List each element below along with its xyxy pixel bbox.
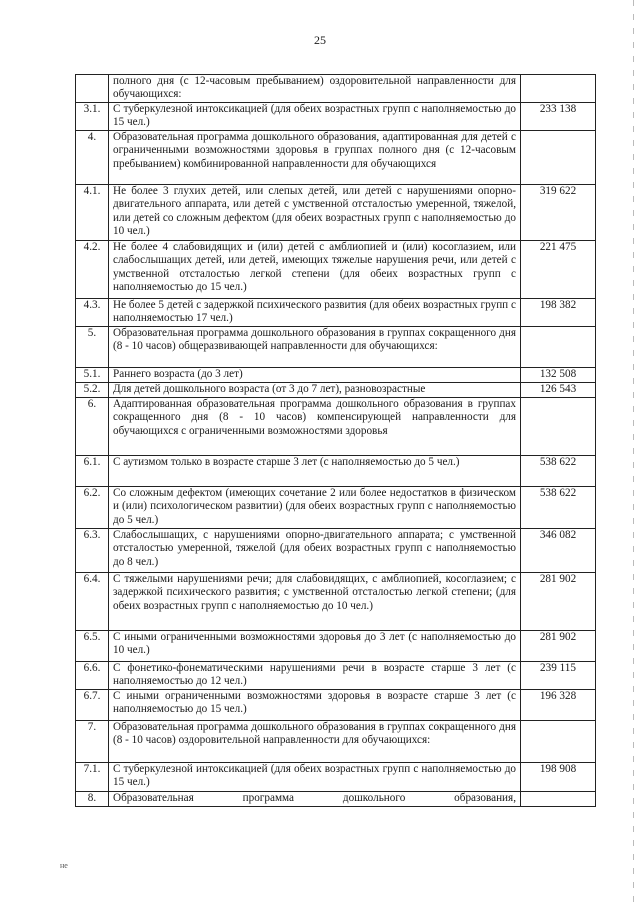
row-description: Образовательная программа дошкольного образования в группах сокращенного дня (8 - 10 часов) общеразвивающей направленности для обучающихся:: [109, 327, 521, 368]
table-row: [76, 690, 596, 721]
row-number: 7.: [76, 721, 109, 763]
rates-table: [75, 74, 596, 807]
row-value: 126 543: [521, 383, 596, 398]
row-number: 4.: [76, 131, 109, 185]
row-number: 6.2.: [76, 487, 109, 529]
table-row: [76, 792, 596, 807]
table-row: [76, 529, 596, 573]
table-row: [76, 103, 596, 131]
row-number: 8.: [76, 792, 109, 807]
row-description: С тяжелыми нарушениями речи; для слабовидящих, с амблиопией, косоглазием; с задержкой психического развития; с умственной отсталостью легкой степени; (для обеих возрастных групп с наполняемостью до 10 чел.): [109, 573, 521, 631]
row-number: 6.6.: [76, 662, 109, 690]
row-description: С аутизмом только в возрасте старше 3 лет (с наполняемостью до 5 чел.): [109, 456, 521, 487]
row-number: 6.: [76, 398, 109, 456]
table-row: [76, 327, 596, 368]
table-row: [76, 456, 596, 487]
row-value: 132 508: [521, 368, 596, 383]
row-value: 196 328: [521, 690, 596, 721]
row-description: Для детей дошкольного возраста (от 3 до 7 лет), разновозрастные: [109, 383, 521, 398]
rates-table-body: [76, 75, 596, 807]
row-number: 6.5.: [76, 631, 109, 662]
table-row: [76, 368, 596, 383]
row-description: Раннего возраста (до 3 лет): [109, 368, 521, 383]
row-number: 5.1.: [76, 368, 109, 383]
row-value: [521, 75, 596, 103]
row-number: 5.2.: [76, 383, 109, 398]
table-row: [76, 299, 596, 327]
row-value: 198 908: [521, 763, 596, 792]
row-number: 3.1.: [76, 103, 109, 131]
row-description: С фонетико-фонематическими нарушениями речи в возрасте старше 3 лет (с наполняемостью до 12 чел.): [109, 662, 521, 690]
row-number: 4.1.: [76, 185, 109, 241]
footer-mark: не: [60, 861, 68, 870]
row-description: Образовательная программа дошкольного образования в группах сокращенного дня (8 - 10 часов) оздоровительной направленности для обучающихся:: [109, 721, 521, 763]
row-value: [521, 327, 596, 368]
table-row: [76, 662, 596, 690]
row-number: 7.1.: [76, 763, 109, 792]
row-number: [76, 75, 109, 103]
row-number: 6.3.: [76, 529, 109, 573]
row-number: 4.2.: [76, 241, 109, 299]
table-row: [76, 763, 596, 792]
row-number: 5.: [76, 327, 109, 368]
table-row: [76, 487, 596, 529]
row-value: 346 082: [521, 529, 596, 573]
row-value: 281 902: [521, 573, 596, 631]
row-description: С иными ограниченными возможностями здоровья в возрасте старше 3 лет (с наполняемостью до 15 чел.): [109, 690, 521, 721]
row-value: 319 622: [521, 185, 596, 241]
row-description: Не более 5 детей с задержкой психического развития (для обеих возрастных групп с наполняемостью 17 чел.): [109, 299, 521, 327]
row-description: С иными ограниченными возможностями здоровья до 3 лет (с наполняемостью до 10 чел.): [109, 631, 521, 662]
row-value: [521, 398, 596, 456]
row-description: Не более 4 слабовидящих и (или) детей с амблиопией и (или) косоглазием, или слабослышащих детей, или детей, имеющих тяжелые нарушения речи, или детей с умственной отсталостью легкой степени (для обеих возрастных групп с наполняемостью до 15 чел.): [109, 241, 521, 299]
row-description: Образовательная программа дошкольного образования,: [109, 792, 521, 807]
table-row: [76, 75, 596, 103]
row-description: Адаптированная образовательная программа дошкольного образования в группах сокращенного дня (8 - 10 часов) компенсирующей направленности для обучающихся с ограниченными возможностями здоровья: [109, 398, 521, 456]
page-number: 25: [314, 33, 326, 47]
table-row: [76, 721, 596, 763]
row-value: 538 622: [521, 456, 596, 487]
row-value: 198 382: [521, 299, 596, 327]
row-number: 6.7.: [76, 690, 109, 721]
row-description: Со сложным дефектом (имеющих сочетание 2 или более недостатков в физическом и (или) психологическом развитии) (для обеих возрастных групп с наполняемостью до 5 чел.): [109, 487, 521, 529]
row-number: 6.1.: [76, 456, 109, 487]
row-description: С туберкулезной интоксикацией (для обеих возрастных групп с наполняемостью до 15 чел.): [109, 763, 521, 792]
row-description: Слабослышащих, с нарушениями опорно-двигательного аппарата; с умственной отсталостью умеренной, тяжелой (для обеих возрастных групп с наполняемостью до 8 чел.): [109, 529, 521, 573]
table-row: [76, 185, 596, 241]
row-value: 233 138: [521, 103, 596, 131]
row-value: 281 902: [521, 631, 596, 662]
row-value: [521, 131, 596, 185]
table-row: [76, 573, 596, 631]
row-description: Не более 3 глухих детей, или слепых детей, или детей с нарушениями опорно-двигательного аппарата, или детей с умственной отсталостью умеренной, тяжелой, или детей со сложным дефектом (для обеих возрастных групп с наполняемостью до 10 чел.): [109, 185, 521, 241]
table-row: [76, 383, 596, 398]
table-row: [76, 131, 596, 185]
scan-edge-decoration: [633, 0, 634, 905]
row-description: С туберкулезной интоксикацией (для обеих возрастных групп с наполняемостью до 15 чел.): [109, 103, 521, 131]
row-description: полного дня (с 12-часовым пребыванием) оздоровительной направленности для обучающихся:: [109, 75, 521, 103]
row-number: 6.4.: [76, 573, 109, 631]
table-row: [76, 631, 596, 662]
row-value: [521, 721, 596, 763]
row-number: 4.3.: [76, 299, 109, 327]
row-value: 221 475: [521, 241, 596, 299]
table-row: [76, 398, 596, 456]
row-value: 239 115: [521, 662, 596, 690]
row-value: [521, 792, 596, 807]
row-description: Образовательная программа дошкольного образования, адаптированная для детей с ограниченными возможностями здоровья в группах полного дня (с 12-часовым пребыванием) комбинированной направленности для обучающихся: [109, 131, 521, 185]
row-value: 538 622: [521, 487, 596, 529]
table-row: [76, 241, 596, 299]
